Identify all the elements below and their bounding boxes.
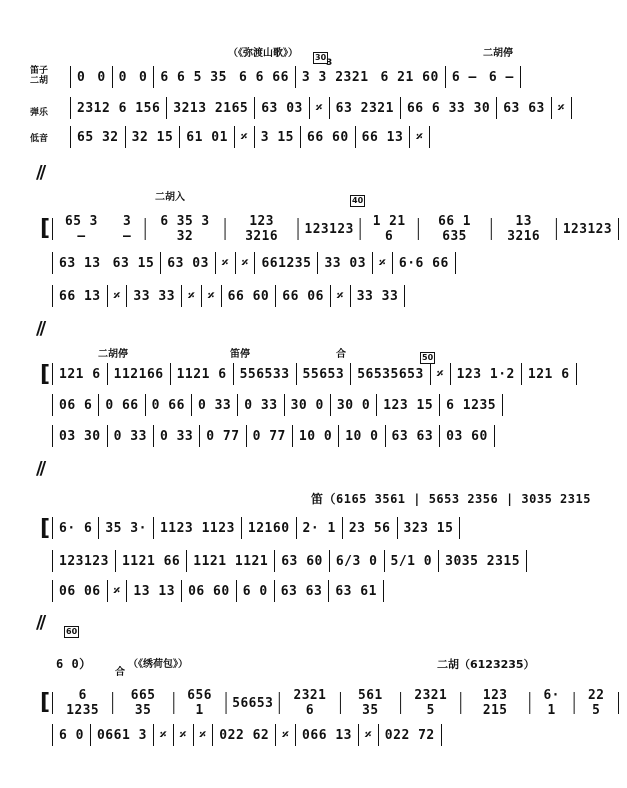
note-group: 𝄎 [113,583,121,599]
note-group: 066 13 [302,727,353,743]
tutti-annotation-2: 合 [115,667,125,678]
note-group: 32 15 [131,129,174,145]
note-group: 𝄎 [379,255,386,271]
note-group: 123123 [59,553,109,569]
note-group: 6 0 [59,727,84,743]
note-group: 10 0 [298,428,333,444]
note-group: 1121 1121 [193,553,269,569]
note-group: 63 63 [503,100,545,116]
staff-row [52,578,384,604]
note-group: 66 13 [361,129,404,145]
note-group: 6 — [488,69,514,85]
erhu-stop-annotation: 二胡停 [483,48,513,59]
note-group: 6 1235 [66,688,100,718]
system-brace: [ [40,690,51,715]
note-group: 1 21 6 [372,214,406,244]
note-group: 63 03 [261,100,303,116]
staff-row [52,392,503,418]
staff-row [52,515,460,541]
note-group: 123 215 [482,688,508,718]
note-group: 56535653 [357,366,424,382]
note-group: 2321 5 [414,688,448,718]
note-group: 656 1 [187,688,212,718]
staff-row [52,548,527,574]
row-label-dizi-erhu: 笛子二胡 [30,66,49,86]
note-group: 55653 [302,366,345,382]
note-group: 63 63 [391,428,434,444]
note-group: 661235 [261,255,312,271]
note-group: 123 1·2 [456,366,515,382]
note-group: 61 01 [186,129,228,145]
note-group: 35 3· [105,520,147,536]
note-group: 6/3 0 [335,553,378,569]
staff-row [52,216,619,242]
system-brace: [ [40,516,51,541]
note-group: 𝄎 [113,288,121,304]
note-group: 23 56 [348,520,391,536]
note-group: 6· 6 [59,520,93,536]
note-group: 0 [77,69,86,85]
note-group: 𝄎 [221,255,229,271]
note-group: 𝄎 [159,727,167,743]
rehearsal-mark-40: 40 [352,196,364,205]
note-group: 𝄎 [199,727,207,743]
system-separator: // [36,162,44,183]
note-group: 63 2321 [335,100,394,116]
system-separator: // [36,318,44,339]
note-group: 𝄎 [315,100,323,116]
note-group: 121 6 [59,366,101,382]
note-group: 123 15 [383,397,434,413]
note-group: 0 [138,69,148,85]
row-label-diyin: 低音 [30,134,49,144]
note-group: 123123 [304,221,354,237]
note-group: 33 33 [133,288,176,304]
note-group: 63 13 [59,255,101,271]
note-group: 0 66 [105,397,139,413]
note-group: 1123 1123 [159,520,235,536]
note-group: 6 21 60 [380,69,439,85]
note-group: 66 6 33 30 [406,100,491,116]
flute-lead-line: 笛（6165 3561 | 5653 2356 | 3035 2315 [311,492,591,506]
triplet-mark: 3 [326,58,333,68]
staff-row [52,690,619,716]
note-group: 6·6 66 [398,255,449,271]
rehearsal-mark-60: 60 [66,627,78,636]
staff-row [70,124,430,150]
note-group: 𝄎 [207,288,215,304]
note-group: 3213 2165 [173,100,249,116]
staff-row [52,722,442,748]
note-group: 6 6 5 35 [160,69,227,85]
erhu-enter-annotation: 二胡入 [155,192,185,203]
note-group: 3035 2315 [445,553,521,569]
note-group: 𝄎 [416,129,424,145]
staff-row [52,361,577,387]
note-group: 123123 [562,221,613,237]
note-group: 2312 6 156 [77,100,161,116]
note-group: 6 1235 [446,397,497,413]
staff-row [52,283,405,309]
note-group: 66 13 [59,288,101,304]
row-label-tanyue: 弹乐 [30,108,49,118]
note-group: 06 6 [59,397,93,413]
note-group: 63 63 [280,583,323,599]
note-group: 123 3216 [245,214,279,244]
note-group: 6 6 66 [238,69,289,85]
note-group: 3 3 2321 [301,69,369,85]
staff-row [52,250,456,276]
note-group: 0 77 [206,428,240,444]
note-group: 2· 1 [302,520,336,536]
rehearsal-mark-30: 30 [315,53,327,62]
note-group: 𝄎 [179,727,187,743]
note-group: 65 32 [77,129,119,145]
note-group: 0 33 [113,428,147,444]
note-group: 𝄎 [365,727,372,743]
note-group: 03 30 [59,428,101,444]
note-group: 0 77 [252,428,286,444]
note-group: 06 60 [188,583,230,599]
note-group: 561 35 [358,688,383,718]
note-group: 6 0 [242,583,268,599]
note-group: 323 15 [403,520,454,536]
piece-title-xiuhebao: （《绣荷包》） [128,659,188,670]
note-group: 𝄎 [241,255,249,271]
note-group: 665 35 [130,688,156,718]
note-group: 22 5 [587,688,605,718]
note-group: 121 6 [527,366,570,382]
flute-stop-annotation: 笛停 [230,349,250,360]
note-group: 66 60 [227,288,270,304]
note-group: 10 0 [345,428,379,444]
note-group: 0 33 [244,397,278,413]
note-group: 63 61 [335,583,377,599]
erhu-stop-annotation-2: 二胡停 [98,349,128,360]
note-group: 5/1 0 [390,553,433,569]
note-group: 0 33 [159,428,194,444]
note-group: 0 33 [197,397,232,413]
note-group: 6 35 3 32 [160,214,210,244]
note-group: 30 0 [290,397,324,413]
note-group: 𝄎 [282,727,290,743]
note-group: 0 [118,69,127,85]
note-group: 03 60 [446,428,488,444]
note-group: 12160 [247,520,290,536]
note-group: 2321 6 [293,688,327,718]
tutti-annotation: 合 [336,349,346,360]
note-group: 022 62 [219,727,270,743]
note-group: 112166 [113,366,164,382]
note-group: 0 [97,69,106,85]
note-group: 13 3216 [507,214,541,244]
note-group: 022 72 [384,727,435,743]
note-group: 13 13 [133,583,176,599]
note-group: 𝄎 [188,288,195,304]
note-group: 6 — [451,69,477,85]
note-group: 66 60 [307,129,349,145]
note-group: 0661 3 [96,727,147,743]
note-group: 56653 [232,695,274,711]
note-group: 6· 1 [543,688,560,718]
system-brace: [ [40,216,51,241]
rehearsal-mark-50: 50 [422,353,434,362]
piece-title-midu: （《弥渡山歌》） [228,48,298,59]
note-group: 3 15 [260,129,295,145]
system-brace: [ [40,362,51,387]
note-group: 𝄎 [336,288,344,304]
note-group: 65 3 — [65,214,98,244]
note-group: 06 06 [59,583,101,599]
note-group: 66 1 635 [438,214,471,244]
note-group: 63 15 [112,255,155,271]
intro-notes: 6 0） [56,657,92,671]
staff-row [70,64,521,90]
note-group: 1121 66 [121,553,181,569]
note-group: 66 06 [282,288,324,304]
note-group: 33 03 [324,255,367,271]
note-group: 63 03 [167,255,209,271]
note-group: 556533 [239,366,290,382]
note-group: 𝄎 [240,129,248,145]
note-group: 0 66 [151,397,185,413]
note-group: 33 33 [356,288,399,304]
note-group: 63 60 [281,553,323,569]
note-group: 3 — [122,214,132,244]
staff-row [70,95,572,121]
note-group: 1121 6 [176,366,227,382]
note-group: 𝄎 [436,366,444,382]
note-group: 𝄎 [557,100,565,116]
system-separator: // [36,612,44,633]
note-group: 30 0 [336,397,371,413]
erhu-line: 二胡（6123235） [437,658,535,671]
system-separator: // [36,458,44,479]
staff-row [52,423,495,449]
